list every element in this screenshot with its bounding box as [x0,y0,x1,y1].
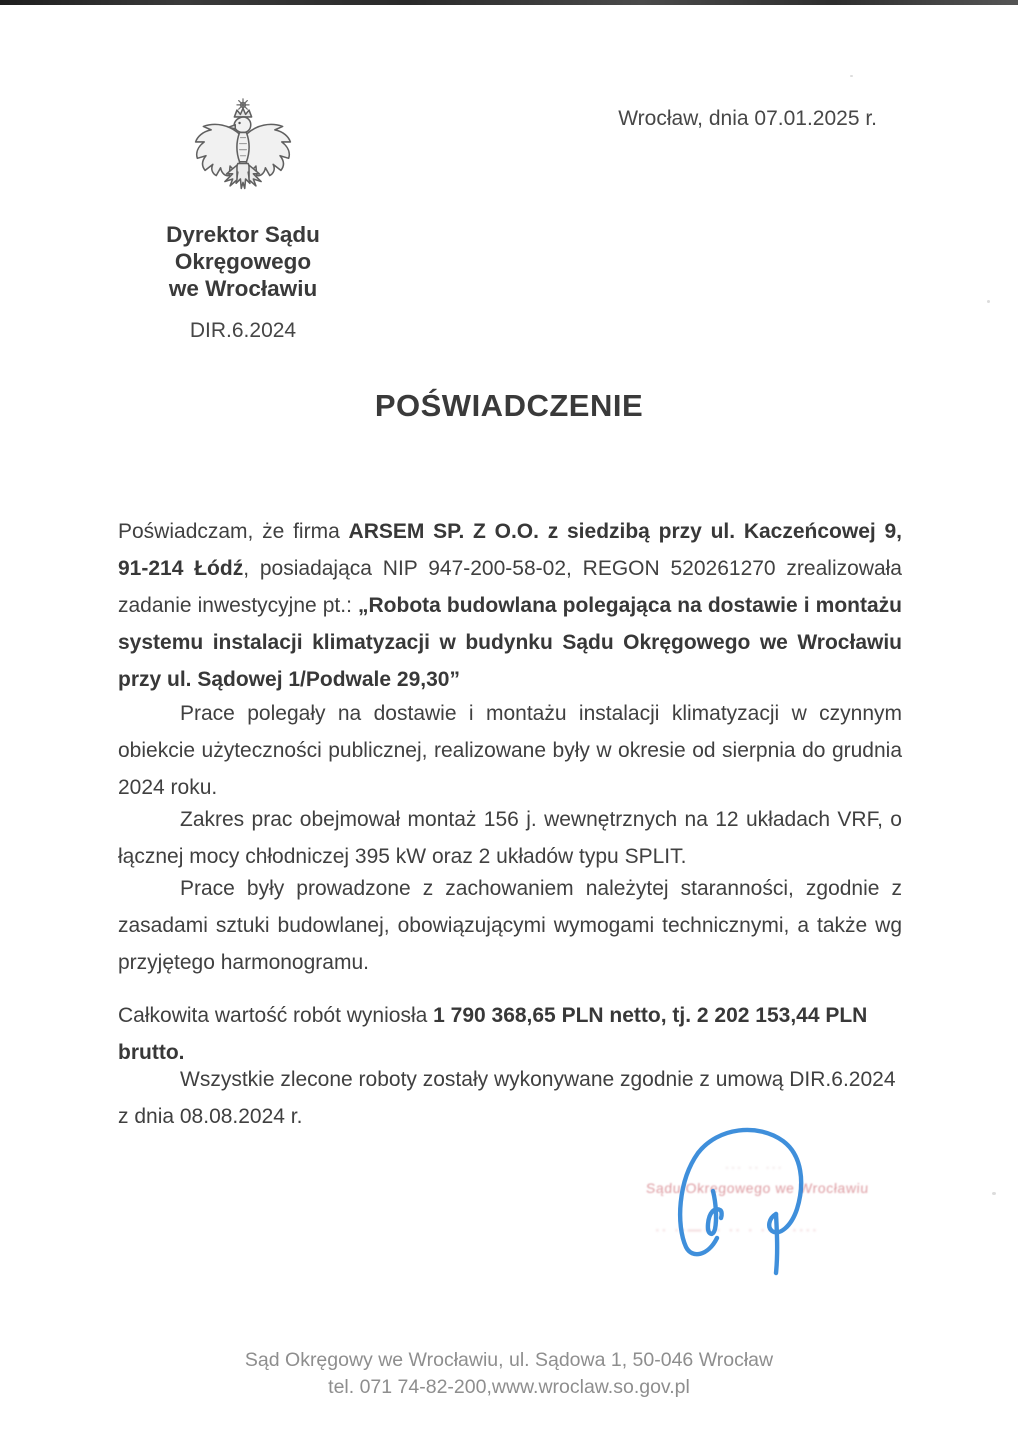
scan-speck [850,75,853,77]
office-name [110,221,376,302]
document-title: POŚWIADCZENIE [374,388,644,423]
p6-line1: Wszystkie zlecone roboty zostały wykonywane zgodnie z umową DIR.6.2024 [180,1068,896,1091]
p5-amounts-bold: 1 790 368,65 PLN netto, tj. 2 202 153,44 PLN brutto. [118,1004,868,1064]
p1-text2: , posiadająca NIP 947-200-58-02, REGON 520261270 zrealizowała zadanie inwestycyjne pt.: [118,557,902,617]
paragraph-company-statement [118,513,902,698]
office-name-line2: we Wrocławiu [168,276,318,301]
paragraph-scope: Zakres prac obejmował montaż 156 j. wewnętrznych na 12 układach VRF, o łącznej mocy chłodniczej 395 kW oraz 2 układów typu SPLIT. [118,808,902,868]
p1-text: Poświadczam, że firma [118,520,349,543]
p1-project-title-bold: „Robota budowlana polegająca na dostawie i montażu systemu instalacji klimatyzacji w budynku Sądu Okręgowego we Wrocławiu przy ul. Sądowej 1/Podwale 29,30” [118,594,902,691]
footer-phone-web: tel. 071 74-82-200,www.wroclaw.so.gov.pl [328,1376,690,1398]
footer-contact-block [0,1347,1018,1401]
stamp-office-line: Sądu Okręgowego we Wrocławiu [645,1180,870,1196]
stamp-illegible-line: ·· ··—· · ·· · ·· · ···· [655,1221,819,1237]
office-name-line1: Dyrektor Sądu Okręgowego [166,222,320,274]
document-date: Wrocław, dnia 07.01.2025 r. [618,107,877,130]
polish-eagle-emblem-icon [191,98,295,215]
stamp-fragment-faint: ··· ·· ··· [725,1160,784,1174]
footer-address: Sąd Okręgowy we Wrocławiu, ul. Sądowa 1, 50-046 Wrocław [244,1349,774,1371]
signature-and-stamp-area [600,1118,960,1308]
paragraph-total-value [118,997,902,1071]
paragraph-diligence: Prace były prowadzone z zachowaniem należytej staranności, zgodnie z zasadami sztuki budowlanej, obowiązującymi wymogami technicznymi, a także wg przyjętego harmonogramu. [118,877,902,974]
paragraph-works-description: Prace polegały na dostawie i montażu instalacji klimatyzacji w czynnym obiekcie użyteczności publicznej, realizowane były w okresie od sierpnia do grudnia 2024 roku. [118,702,902,799]
scan-speck [992,1192,996,1195]
reference-number: DIR.6.2024 [189,319,297,342]
handwritten-signature [620,1126,880,1306]
scan-speck [987,300,990,303]
p1-company-bold: ARSEM SP. Z O.O. z siedzibą przy ul. Kaczeńcowej 9, 91-214 Łódź [118,520,903,580]
p5-text: Całkowita wartość robót wyniosła [118,1004,434,1027]
letterhead [110,98,376,343]
scan-top-edge-artifact [0,0,1018,5]
p6-line2: z dnia 08.08.2024 r. [118,1105,303,1128]
